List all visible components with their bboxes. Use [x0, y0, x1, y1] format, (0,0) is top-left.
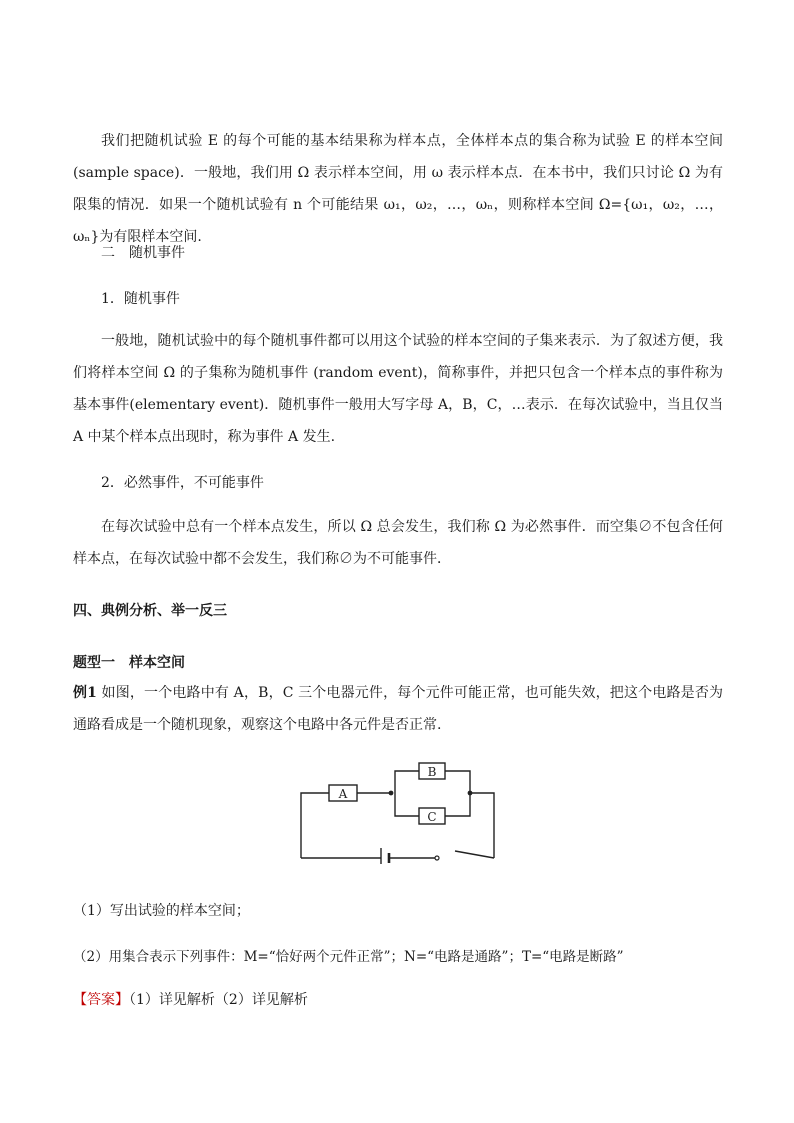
circuit-diagram: [295, 756, 500, 864]
wire-branch-b-left: [395, 771, 419, 793]
sample-space-paragraph: 我们把随机试验 E 的每个可能的基本结果称为样本点，全体样本点的集合称为试验 E 的样本空间(sample space)．一般地，我们用 Ω 表示样本空间，用 ω 表示样本点．在本书中，我们只讨论 Ω 为有限集的情况．如果一个随机试验有 n 个可能结果 ω₁，ω₂，…，ωₙ，则称样本空间 Ω={ω₁，ω₂，…，ωₙ}为有限样本空间.: [73, 133, 723, 245]
question-type-title: 题型一 样本空间: [73, 655, 185, 671]
example-text: 如图，一个电路中有 A，B，C 三个电器元件，每个元件可能正常，也可能失效，把这个电路是否为通路看成是一个随机现象，观察这个电路中各元件是否正常.: [73, 685, 723, 733]
wire-branch-c-left: [395, 793, 419, 816]
question-1: （1）写出试验的样本空间；: [73, 903, 250, 919]
element-b-label: B: [427, 765, 437, 779]
answer-text: （1）详见解析（2）详见解析: [129, 992, 308, 1008]
wire-branch-b-right: [445, 771, 470, 793]
question-2: （2）用集合表示下列事件：M=“恰好两个元件正常”；N=“电路是通路”；T=“电路是断路”: [73, 949, 624, 965]
subsection-certain-impossible: 2．必然事件，不可能事件: [101, 475, 264, 491]
junction-right-dot: [468, 791, 473, 796]
subsection-random-event: 1．随机事件: [101, 291, 180, 307]
element-c-label: C: [427, 810, 437, 824]
wire-branch-c-right: [445, 793, 470, 816]
element-a-label: A: [338, 787, 348, 801]
switch-pivot: [435, 856, 439, 860]
section-heading-examples: 四、典例分析、举一反三: [73, 603, 227, 619]
junction-left-dot: [389, 791, 394, 796]
wire-left: [301, 793, 329, 858]
random-event-paragraph: 一般地，随机试验中的每个随机事件都可以用这个试验的样本空间的子集来表示．为了叙述方便，我们将样本空间 Ω 的子集称为随机事件 (random event)，简称事件，并把只包含一个样本点的事件称为基本事件(elementary event)．随机事件一般用大写字母 A，B，C，…表示．在每次试验中，当且仅当 A 中某个样本点出现时，称为事件 A 发生.: [73, 333, 723, 445]
wire-right: [470, 793, 494, 858]
section-heading-random-event: 二 随机事件: [101, 245, 185, 261]
answer-line: [73, 989, 308, 1009]
example-label: 例1: [73, 685, 97, 701]
example-paragraph: [73, 677, 723, 741]
switch-lever: [455, 851, 494, 858]
answer-tag: 【答案】: [73, 992, 129, 1008]
certain-impossible-paragraph: 在每次试验中总有一个样本点发生，所以 Ω 总会发生，我们称 Ω 为必然事件．而空集∅不包含任何样本点，在每次试验中都不会发生，我们称∅为不可能事件．: [73, 519, 723, 567]
